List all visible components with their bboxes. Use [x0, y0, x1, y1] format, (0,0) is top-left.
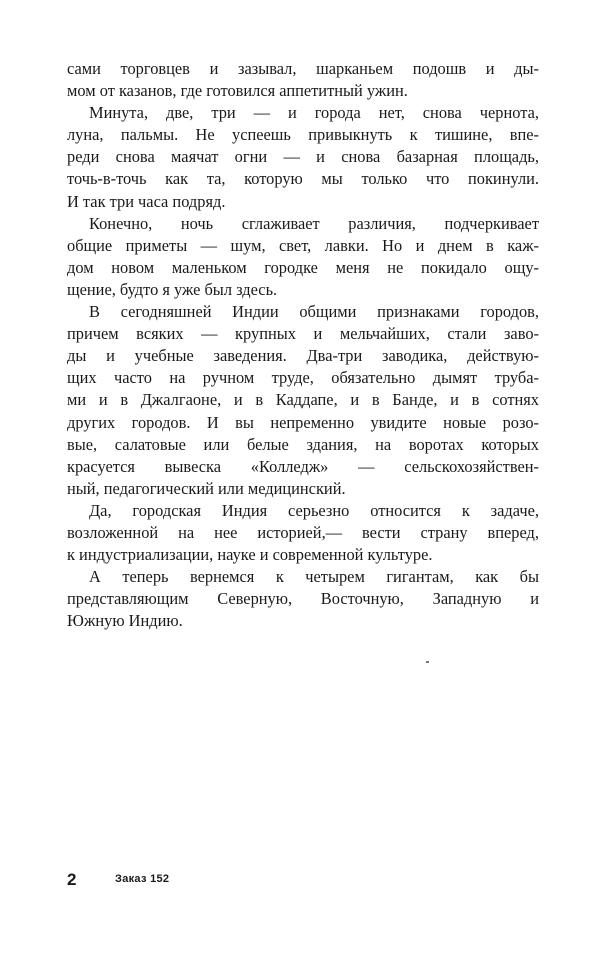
text-line: возложенной на нее историей,— вести страну вперед, — [67, 522, 539, 542]
text-line: Да, городская Индия серьезно относится к задаче, — [89, 500, 539, 520]
text-line: представляющим Северную, Восточную, Западную и — [67, 589, 539, 609]
text-line: ды и учебные заведения. Два-три заводика, действую- — [67, 346, 539, 366]
body-text — [67, 58, 539, 632]
paragraph — [67, 58, 539, 102]
text-line: общие приметы — шум, свет, лавки. Но и днем в каж- — [67, 235, 539, 255]
text-line: А теперь вернемся к четырем гигантам, как бы — [89, 567, 539, 587]
text-line: щих часто на ручном труде, обязательно дымят труба- — [67, 368, 539, 388]
text-line: В сегодняшней Индии общими признаками городов, — [89, 302, 539, 322]
text-line: Минута, две, три — и города нет, снова чернота, — [89, 103, 539, 123]
text-line: щение, будто я уже был здесь. — [67, 279, 278, 299]
text-line: луна, пальмы. Не успеешь привыкнуть к тишине, впе- — [67, 125, 539, 145]
text-line: сами торговцев и зазывал, шарканьем подошв и ды- — [67, 59, 539, 78]
text-line: точь-в-точь как та, которую мы только что покинули. — [67, 169, 539, 189]
text-line: красуется вывеска «Колледж» — сельскохозяйствен- — [67, 456, 539, 476]
signature-number: 2 — [67, 870, 77, 889]
printer-signature — [67, 870, 367, 892]
paragraph — [67, 213, 539, 301]
paragraph — [67, 301, 539, 500]
text-line: причем всяких — крупных и мельчайших, стали заво- — [67, 324, 539, 344]
paragraph — [67, 566, 539, 632]
text-line: мом от казанов, где готовился аппетитный ужин. — [67, 81, 408, 101]
paragraph — [67, 102, 539, 212]
text-line: других городов. И вы непременно увидите новые розо- — [67, 412, 539, 432]
text-line: Конечно, ночь сглаживает различия, подчеркивает — [89, 213, 539, 233]
paragraph — [67, 500, 539, 566]
text-line: Южную Индию. — [67, 611, 183, 631]
text-line: вые, салатовые или белые здания, на воротах которых — [67, 434, 539, 454]
text-line: ми и в Джалгаоне, и в Каддапе, и в Банде, и в сотнях — [67, 390, 539, 410]
order-number: Заказ 152 — [115, 873, 170, 885]
text-line: И так три часа подряд. — [67, 191, 226, 211]
text-line: дом новом маленьком городке меня не покидало ощу- — [67, 257, 539, 277]
print-speck — [426, 661, 429, 663]
text-line: к индустриализации, науке и современной культуре. — [67, 545, 433, 565]
text-line: ный, педагогический или медицинский. — [67, 478, 346, 498]
text-line: реди снова маячат огни — и снова базарная площадь, — [67, 147, 539, 167]
